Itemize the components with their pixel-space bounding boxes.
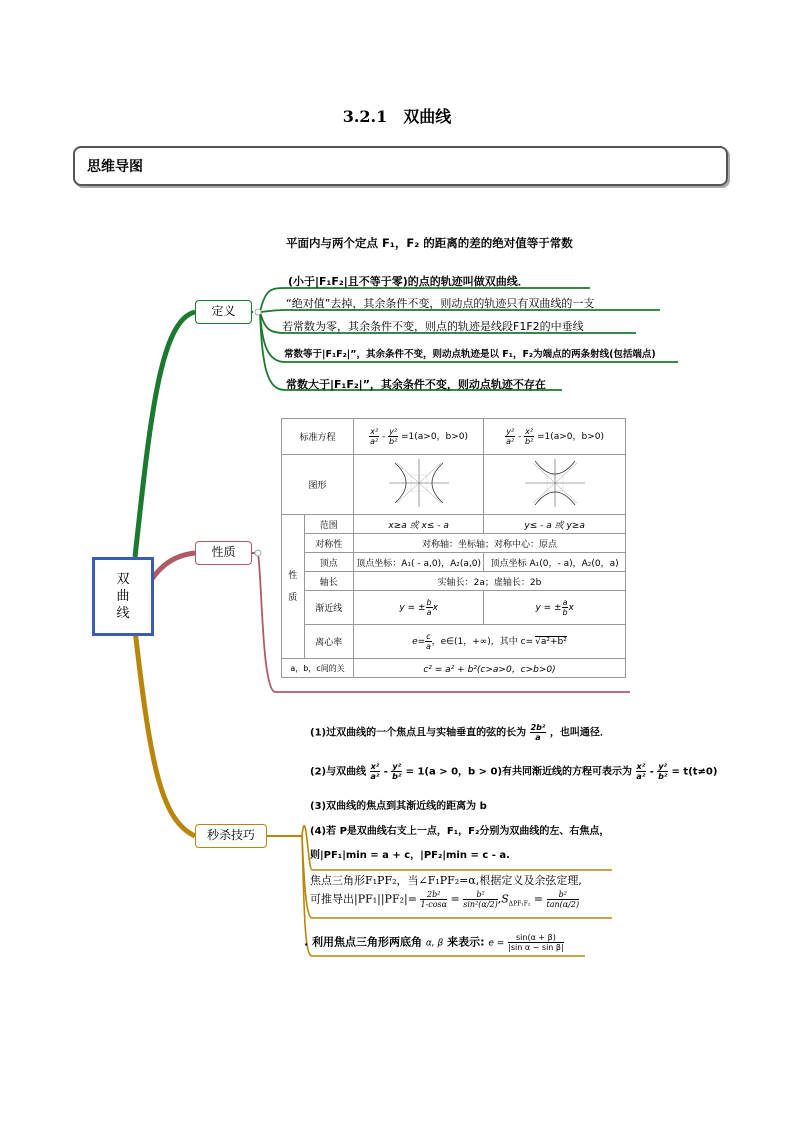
hyperbola-y-graph <box>523 457 587 509</box>
tip-1: (1)过双曲线的一个焦点且与实轴垂直的弦的长为 $\frac{\text{2b²}}{a}$ ，也叫通径． <box>310 723 610 742</box>
axis-length: 实轴长：2a；虚轴长：2b <box>354 572 626 591</box>
branch-definition: 定义 <box>195 300 252 324</box>
graph-2 <box>484 455 626 515</box>
side-label: 性 质 <box>282 515 305 659</box>
asym-2: y = ± $\frac{a}{b}$ x <box>484 591 626 625</box>
graph-1 <box>354 455 484 515</box>
symmetry: 对称轴：坐标轴；对称中心：原点 <box>354 534 626 553</box>
row-std-label: 标准方程 <box>282 419 354 455</box>
std-eq-1: $\frac{\text{x²}}{\text{a²}}$ - $\frac{\text{y²}}{\text{b²}}$ =1(a>0，b>0) <box>354 419 484 455</box>
tip-3: (3)双曲线的焦点到其渐近线的距离为 b <box>310 801 487 812</box>
root-label: 双 曲 线 <box>116 572 130 621</box>
tip-4: (4)若 P是双曲线右支上一点，F₁，F₂分别为双曲线的左、右焦点， <box>310 826 610 837</box>
page-title: 3.2.1 双曲线 <box>342 107 452 126</box>
branch-property: 性质 <box>195 541 252 565</box>
row-sym-label: 对称性 <box>304 534 353 553</box>
branch-tips: 秒杀技巧 <box>195 824 267 848</box>
row-vertex-label: 顶点 <box>304 553 353 572</box>
root-node <box>92 557 154 636</box>
range-2: y≤ - a 或 y≥a <box>484 515 626 534</box>
def-line-4: 若常数为零，其余条件不变，则点的轨迹是线段F1F2的中垂线 <box>282 320 584 333</box>
row-rel-label: a，b，c间的关 <box>282 659 354 678</box>
vertex-1: 顶点坐标：A₁( - a,0)，A₂(a,0) <box>354 553 484 572</box>
property-table <box>281 418 626 678</box>
row-range-label: 范围 <box>304 515 353 534</box>
row-ecc-label: 离心率 <box>304 625 353 659</box>
eccentricity: e= $\frac{c}{a}$ ，e∈(1，+∞)，其中 c= √a²+b² <box>354 625 626 659</box>
tip-2: (2)与双曲线 $\frac{\text{x²}}{\text{a²}}$ - $\frac{\text{y²}}{\text{b²}}$ = 1(a > 0，b > 0)有共同渐近线的方程可表示为 $\frac{\text{x²}}{\text{a²}}$ - $\frac{\text{y²}}{\text{b²}}$ = t(t≠0) <box>310 762 718 781</box>
std-eq-2: $\frac{\text{y²}}{\text{a²}}$ - $\frac{\text{x²}}{\text{b²}}$ =1(a>0，b>0) <box>484 419 626 455</box>
tip-5: 焦点三角形F₁PF₂，当∠F₁PF₂=α,根据定义及余弦定理, <box>310 874 582 887</box>
def-line-5: 常数等于|F₁F₂|”，其余条件不变，则动点轨迹是以 F₁，F₂为端点的两条射线(包括端点) <box>284 349 656 360</box>
relation: c² = a² + b²(c>a>0，c>b>0) <box>354 659 626 678</box>
row-graph-label: 图形 <box>282 455 354 515</box>
def-line-2: (小于|F₁F₂|且不等于零)的点的轨迹叫做双曲线． <box>288 275 529 288</box>
vertex-2: 顶点坐标 A₁(0，- a)，A₂(0，a) <box>484 553 626 572</box>
asym-1: y = ± $\frac{b}{a}$ x <box>354 591 484 625</box>
range-1: x≥a 或 x≤ - a <box>354 515 484 534</box>
tip-5b: 可推导出|PF₁||PF₂|= $\frac{\text{2b²}}{1-\cos\alpha}$ = $\frac{\text{b²}}{\text{sin²(α/2)}}$ $,S_{\Delta PF_1F_2}$ = $\frac{\text{b²}}{\tan(\alpha/2)}$ <box>310 890 580 909</box>
def-line-6: 常数大于|F₁F₂|”，其余条件不变，则动点轨迹不存在 <box>286 378 546 391</box>
def-line-1: 平面内与两个定点 F₁，F₂ 的距离的差的绝对值等于常数 <box>286 236 573 250</box>
hyperbola-x-graph <box>387 457 451 509</box>
row-asym-label: 渐近线 <box>304 591 353 625</box>
section-header: 思维导图 <box>73 146 728 186</box>
tip-4b: 则|PF₁|min = a + c，|PF₂|min = c - a. <box>310 850 510 861</box>
def-line-3: “绝对值”去掉，其余条件不变，则动点的轨迹只有双曲线的一支 <box>286 297 595 310</box>
tip-6: . 利用焦点三角形两底角 α, β 来表示: e = $\frac{\sin(\alpha + \beta)}{\text{|sin α − sin β|}}$ <box>304 933 564 952</box>
row-axis-label: 轴长 <box>304 572 353 591</box>
